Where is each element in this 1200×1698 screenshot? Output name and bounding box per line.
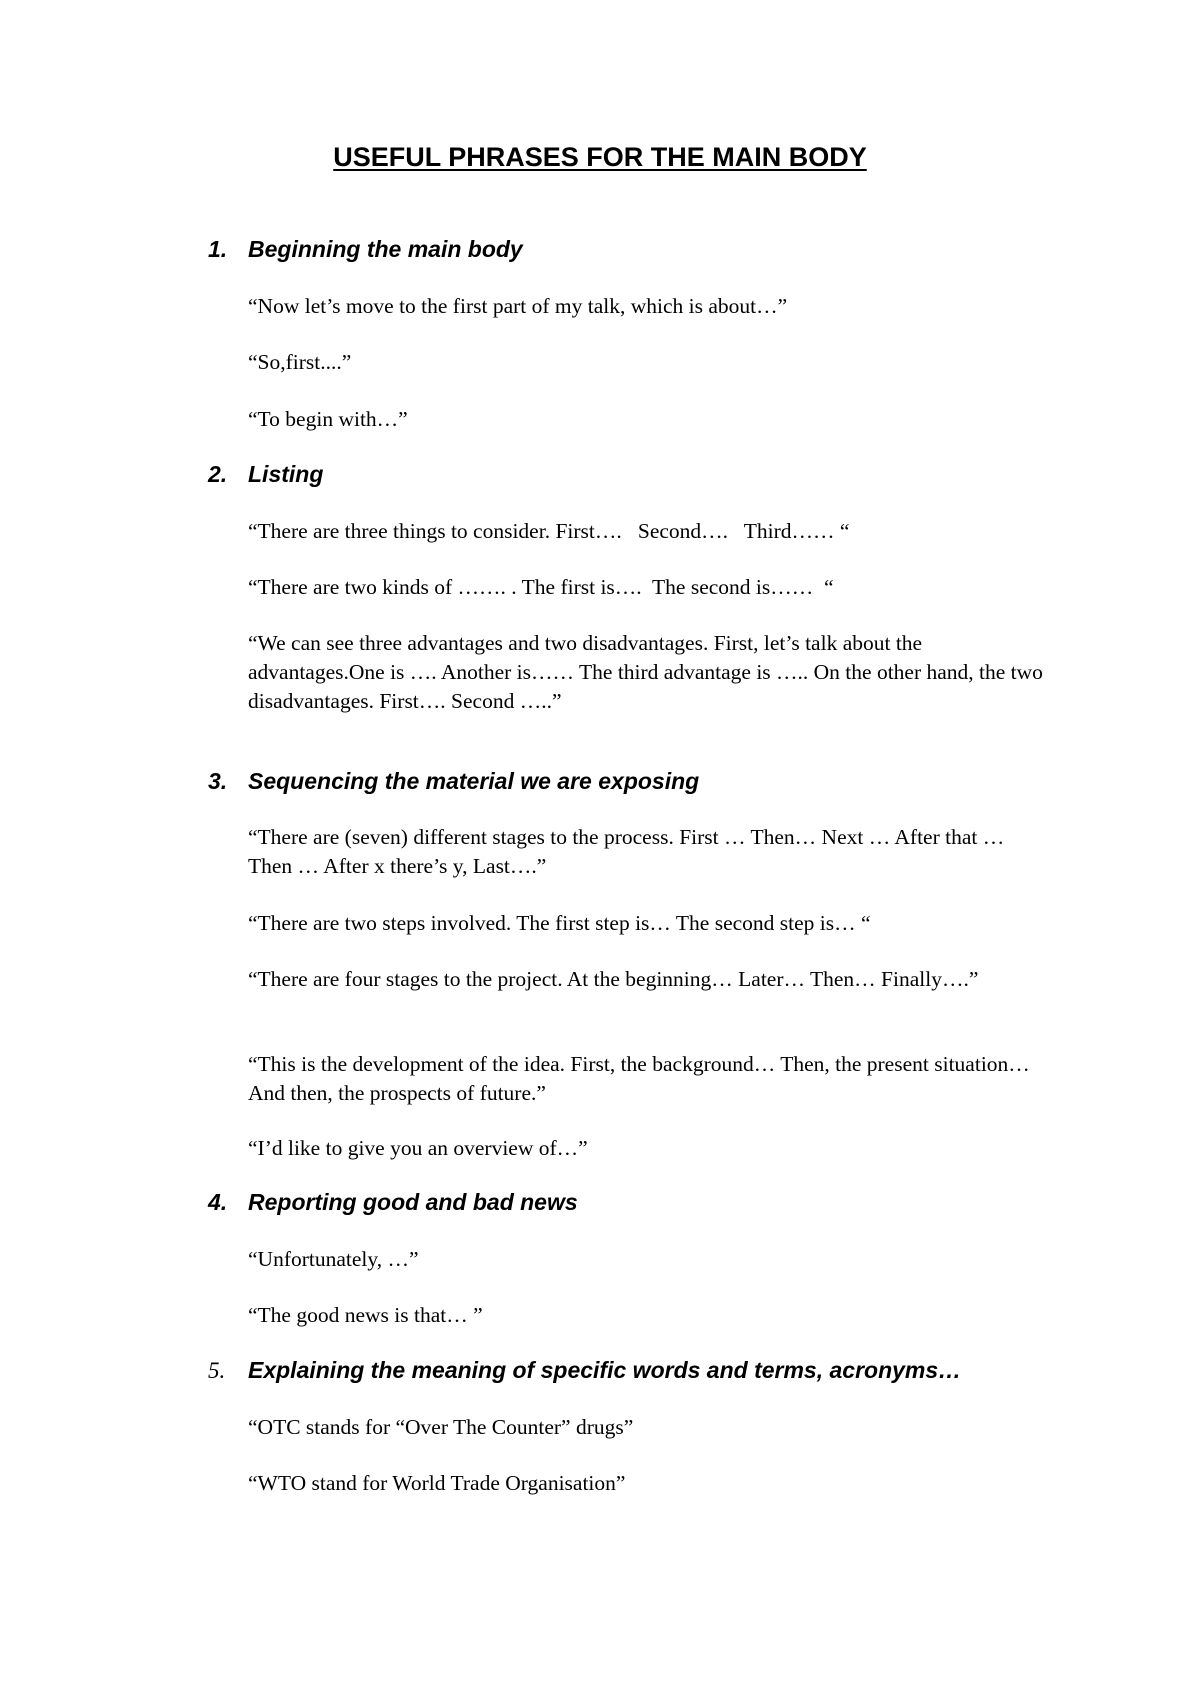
page-title: USEFUL PHRASES FOR THE MAIN BODY	[333, 142, 867, 172]
phrase-item: “WTO stand for World Trade Organisation”	[248, 1471, 626, 1495]
phrase-item: “There are (seven) different stages to the process. First … Then… Next … After that … Then … After x there’s y, Last….”	[248, 825, 1010, 878]
section-number: 3.	[208, 768, 228, 794]
phrase-item: “I’d like to give you an overview of…”	[248, 1136, 588, 1160]
section-heading-listing	[208, 461, 323, 488]
phrase-item: “There are two steps involved. The first step is… The second step is… “	[248, 911, 871, 935]
section-heading-beginning	[208, 236, 523, 263]
phrase-item: “The good news is that… ”	[248, 1303, 483, 1327]
phrase-item: “So,first....”	[248, 350, 352, 374]
section-number: 2.	[208, 461, 228, 487]
section-number: 5.	[208, 1358, 226, 1383]
section-title: Listing	[248, 461, 324, 487]
section-number: 1.	[208, 236, 228, 262]
phrase-item: “There are three things to consider. First…. Second…. Third…… “	[248, 519, 850, 543]
phrase-item: “We can see three advantages and two disadvantages. First, let’s talk about the advantages.One is …. Another is…… The third advantage is ….. On the other hand, the two disadvantages. First…. Second …..”	[248, 631, 1049, 713]
section-title: Explaining the meaning of specific words and terms, acronyms…	[248, 1357, 962, 1383]
phrase-item: “There are four stages to the project. At the beginning… Later… Then… Finally….”	[248, 967, 979, 991]
section-title: Reporting good and bad news	[248, 1189, 578, 1215]
section-title: Sequencing the material we are exposing	[248, 768, 700, 794]
phrase-item: “Now let’s move to the first part of my talk, which is about…”	[248, 294, 788, 318]
section-heading-reporting	[208, 1189, 578, 1216]
phrase-item: “There are two kinds of ……. . The first is…. The second is…… “	[248, 575, 834, 599]
phrase-item: “Unfortunately, …”	[248, 1247, 419, 1271]
section-title: Beginning the main body	[248, 236, 523, 262]
phrase-item: “OTC stands for “Over The Counter” drugs”	[248, 1415, 634, 1439]
phrase-item: “This is the development of the idea. First, the background… Then, the present situation… And then, the prospects of future.”	[248, 1052, 1034, 1105]
section-heading-sequencing	[208, 768, 699, 795]
phrase-item: “To begin with…”	[248, 407, 408, 431]
section-number: 4.	[208, 1189, 228, 1215]
section-heading-explaining	[208, 1357, 961, 1384]
